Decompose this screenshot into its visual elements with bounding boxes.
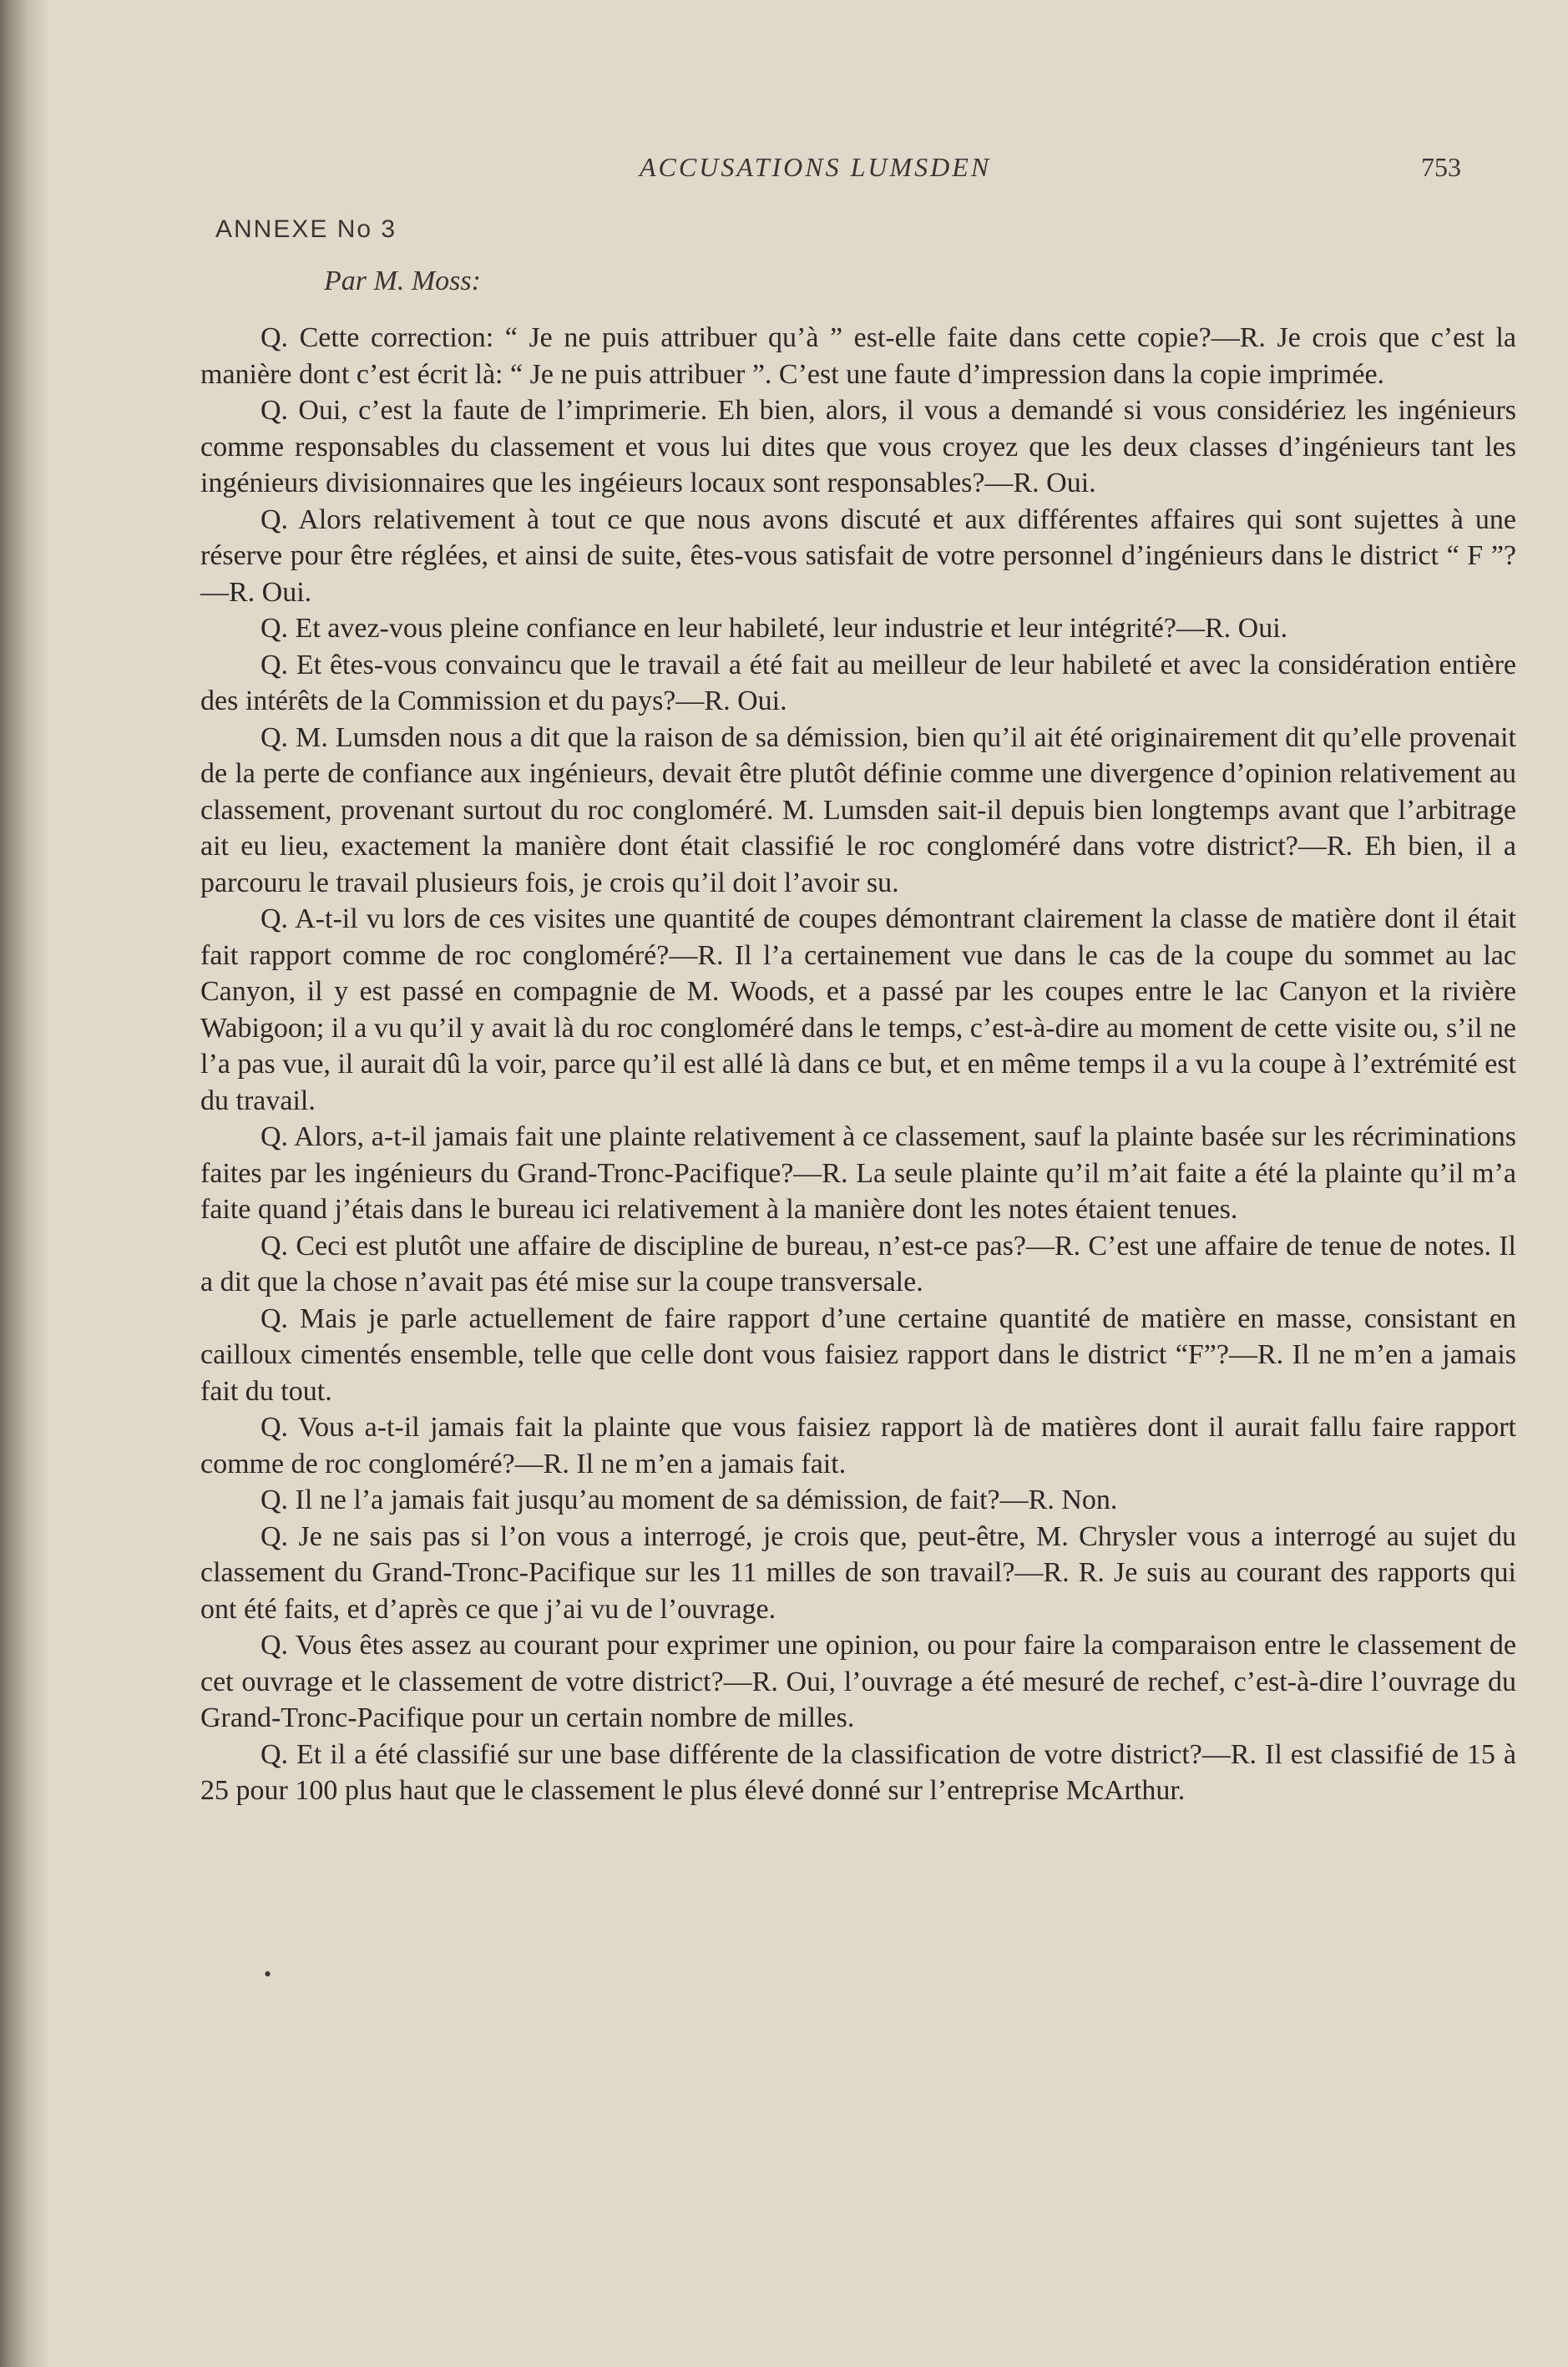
speaker-heading: Par M. Moss: xyxy=(324,266,481,296)
book-binding-shadow xyxy=(0,0,48,2367)
qa-paragraph: Q. Et êtes-vous convaincu que le travail a été fait au meilleur de leur habileté et avec la considération entière des intérêts de la Commission et du pays?—R. Oui. xyxy=(200,649,1516,716)
qa-paragraph: Q. Ceci est plutôt une affaire de discipline de bureau, n’est-ce pas?—R. C’est une affaire de tenue de notes. Il a dit que la chose n’avait pas été mise sur la coupe transversale. xyxy=(200,1230,1516,1297)
qa-paragraph: Q. Et avez-vous pleine confiance en leur habileté, leur industrie et leur intégrité?—R. Oui. xyxy=(260,613,1288,644)
qa-paragraph: Q. Oui, c’est la faute de l’imprimerie. Eh bien, alors, il vous a demandé si vous considériez les ingénieurs comme responsables du classement et vous lui dites que vous croyez que les deux classes d’ingénieurs tant les ingénieurs divisionnaires que les ingéieurs locaux sont responsables?—R. Oui. xyxy=(200,395,1516,498)
qa-paragraph: Q. Et il a été classifié sur une base différente de la classification de votre district?—R. Il est classifié de 15 à 25 pour 100 plus haut que le classement le plus élevé donné sur l’entreprise McArthur. xyxy=(200,1738,1516,1806)
page-number: 753 xyxy=(1421,152,1461,182)
qa-paragraph: Q. Je ne sais pas si l’on vous a interrogé, je crois que, peut-être, M. Chrysler vous a interrogé au sujet du classement du Grand-Tronc-Pacifique sur les 11 milles de son travail?—R. R. Je suis au courant des rapports qui ont été faits, et d’après ce que j’ai vu de l’ouvrage. xyxy=(200,1520,1516,1625)
margin-mark: • xyxy=(264,1962,272,1986)
qa-paragraph: Q. Mais je parle actuellement de faire rapport d’une certaine quantité de matière en masse, consistant en cailloux cimentés ensemble, telle que celle dont vous faisiez rapport dans le district “F”?—R. Il ne m’en a jamais fait du tout. xyxy=(200,1302,1516,1407)
qa-paragraph: Q. Alors relativement à tout ce que nous avons discuté et aux différentes affaires qui sont sujettes à une réserve pour être réglées, et ainsi de suite, êtes-vous satisfait de votre personnel d’ingénieurs dans le district “ F ”?—R. Oui. xyxy=(200,503,1516,608)
qa-paragraph: Q. Vous a-t-il jamais fait la plainte que vous faisiez rapport là de matières dont il aurait fallu faire rapport comme de roc congloméré?—R. Il ne m’en a jamais fait. xyxy=(200,1412,1516,1479)
annexe-label: ANNEXE No 3 xyxy=(215,215,397,243)
qa-paragraph: Q. Alors, a-t-il jamais fait une plainte relativement à ce classement, sauf la plainte basée sur les récriminations faites par les ingénieurs du Grand-Tronc-Pacifique?—R. La seule plainte qu’il m’ait faite a été la plainte qu’il m’a faite quand j’étais dans le bureau ici relativement à la manière dont les notes étaient tenues. xyxy=(200,1121,1516,1225)
qa-paragraph: Q. Il ne l’a jamais fait jusqu’au moment de sa démission, de fait?—R. Non. xyxy=(260,1484,1118,1515)
qa-paragraph: Q. M. Lumsden nous a dit que la raison de sa démission, bien qu’il ait été originairement dit qu’elle provenait de la perte de confiance aux ingénieurs, devait être plutôt définie comme une divergence d’opinion relativement au classement, provenant surtout du roc congloméré. M. Lumsden sait-il depuis bien longtemps avant que l’arbitrage ait eu lieu, exactement la manière dont était classifié le roc congloméré dans votre district?—R. Eh bien, il a parcouru le travail plusieurs fois, je crois qu’il doit l’avoir su. xyxy=(200,721,1516,898)
qa-paragraph: Q. A-t-il vu lors de ces visites une quantité de coupes démontrant clairement la classe de matière dont il était fait rapport comme de roc congloméré?—R. Il l’a certainement vue dans le cas de la coupe du sommet au lac Canyon, il y est passé en compagnie de M. Woods, et a passé par les coupes entre le lac Canyon et la rivière Wabigoon; il a vu qu’il y avait là du roc congloméré dans le temps, c’est-à-dire au moment de cette visite ou, s’il ne l’a pas vue, il aurait dû la voir, parce qu’il est allé là dans ce but, et en même temps il a vu la coupe à l’extrémité est du travail. xyxy=(200,903,1516,1116)
qa-paragraph: Q. Vous êtes assez au courant pour exprimer une opinion, ou pour faire la comparaison entre le classement de cet ouvrage et le classement de votre district?—R. Oui, l’ouvrage a été mesuré de rechef, c’est-à-dire l’ouvrage du Grand-Tronc-Pacifique pour un certain nombre de milles. xyxy=(200,1630,1516,1733)
testimony-body xyxy=(200,320,1516,1809)
running-title: ACCUSATIONS LUMSDEN xyxy=(640,152,992,182)
qa-paragraph: Q. Cette correction: “ Je ne puis attribuer qu’à ” est-elle faite dans cette copie?—R. Je crois que c’est la manière dont c’est écrit là: “ Je ne puis attribuer ”. C’est une faute d’impression dans la copie imprimée. xyxy=(200,322,1516,390)
document-page xyxy=(48,0,1568,2367)
